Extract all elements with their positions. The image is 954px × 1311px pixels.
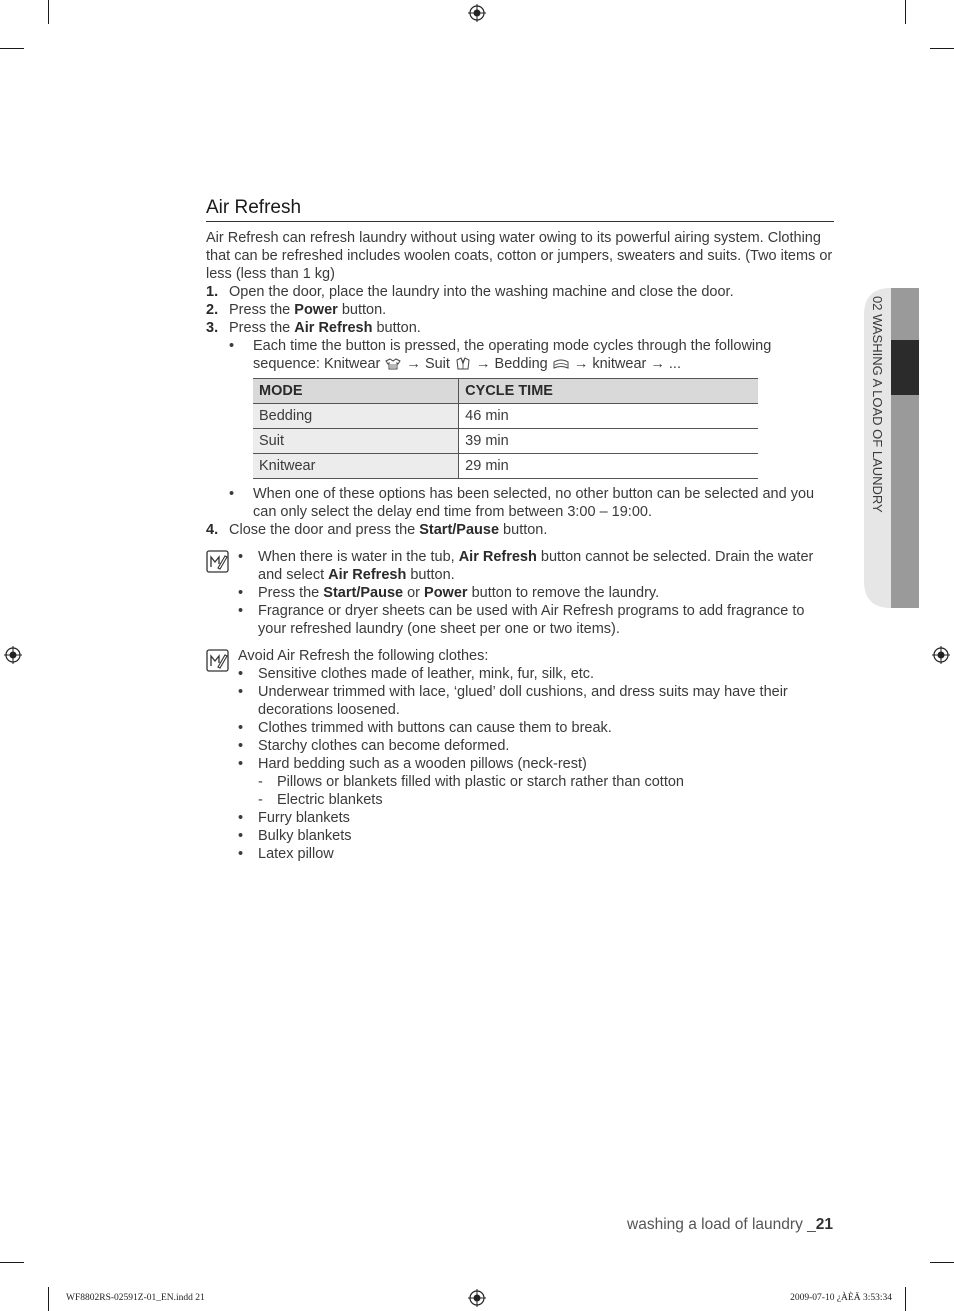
page-number: 21 bbox=[815, 1216, 833, 1233]
table-cell-mode: Bedding bbox=[253, 404, 459, 429]
crop-mark bbox=[0, 48, 24, 49]
bullet-text: Each time the button is pressed, the operating mode cycles through the following bbox=[253, 338, 772, 354]
sub-list-item bbox=[238, 773, 834, 791]
table-row bbox=[253, 429, 758, 454]
step-3-bullet-sequence bbox=[229, 337, 834, 373]
bullet: • bbox=[238, 810, 244, 826]
crop-mark bbox=[905, 1287, 906, 1311]
crop-mark bbox=[48, 0, 49, 24]
step-number: 1. bbox=[206, 284, 219, 300]
list-item-text: Underwear trimmed with lace, ‘glued’ doll cushions, and dress suits may have their decorations loosened. bbox=[258, 684, 788, 718]
table-cell-time: 29 min bbox=[459, 454, 758, 479]
table-header-row bbox=[253, 379, 758, 404]
bullet: • bbox=[229, 486, 235, 502]
note-text: Press the bbox=[258, 585, 324, 601]
note-block-2 bbox=[206, 647, 834, 863]
list-item bbox=[238, 719, 834, 737]
step-text: button. bbox=[499, 522, 548, 538]
list-item-text: Furry blankets bbox=[258, 810, 350, 826]
bullet-text: sequence: Knitwear bbox=[253, 356, 385, 372]
bullet: • bbox=[238, 756, 244, 772]
note-text: Fragrance or dryer sheets can be used with Air Refresh programs to add fragrance to your refreshed laundry (one sheet per one or two items). bbox=[258, 603, 805, 637]
table-cell-time: 39 min bbox=[459, 429, 758, 454]
note-1-item bbox=[238, 602, 834, 638]
table-header-cycle-time: CYCLE TIME bbox=[459, 379, 758, 404]
list-item bbox=[238, 845, 834, 863]
arrow: → bbox=[573, 356, 589, 372]
list-item bbox=[238, 683, 834, 719]
step-text: Open the door, place the laundry into the washing machine and close the door. bbox=[229, 284, 734, 300]
bedding-icon bbox=[552, 357, 570, 371]
list-item-text: Latex pillow bbox=[258, 846, 334, 862]
power-button-label: Power bbox=[294, 302, 338, 318]
list-item bbox=[238, 665, 834, 683]
note-text: button. bbox=[406, 567, 455, 583]
intro-paragraph: Air Refresh can refresh laundry without using water owing to its powerful airing system. Clothing that can be refreshed includes woolen coats, cotton or jumpers, sweaters and suits. (Two items or less (less than 1 kg) bbox=[206, 230, 833, 282]
bullet: • bbox=[238, 846, 244, 862]
air-refresh-button-label: Air Refresh bbox=[294, 320, 373, 336]
registration-mark-icon bbox=[468, 4, 486, 22]
crop-mark bbox=[48, 1287, 49, 1311]
print-slug-left: WF8802RS-02591Z-01_EN.indd 21 bbox=[66, 1293, 205, 1303]
list-item-text: Clothes trimmed with buttons can cause them to break. bbox=[258, 720, 612, 736]
crop-mark bbox=[930, 48, 954, 49]
step-text: Press the bbox=[229, 302, 295, 318]
arrow: → bbox=[650, 356, 665, 372]
sub-list-item bbox=[238, 791, 834, 809]
air-refresh-label: Air Refresh bbox=[458, 549, 537, 565]
suit-icon bbox=[454, 357, 472, 371]
note-pencil-icon bbox=[206, 550, 229, 573]
list-item-text: Starchy clothes can become deformed. bbox=[258, 738, 510, 754]
table-cell-mode: Suit bbox=[253, 429, 459, 454]
crop-mark bbox=[0, 1262, 24, 1263]
note-pencil-icon bbox=[206, 649, 229, 672]
bullet-text: Suit bbox=[420, 356, 454, 372]
step-text: Close the door and press the bbox=[229, 522, 420, 538]
bullet: • bbox=[238, 684, 244, 700]
table-row bbox=[253, 454, 758, 479]
note-1-item bbox=[238, 548, 834, 584]
list-item-text: Sensitive clothes made of leather, mink, fur, silk, etc. bbox=[258, 666, 595, 682]
bullet: • bbox=[238, 603, 244, 619]
arrow: → bbox=[476, 356, 491, 372]
step-3-bullet-delay bbox=[229, 485, 834, 521]
bullet: • bbox=[238, 738, 244, 754]
step-text: button. bbox=[372, 320, 421, 336]
note-text: button cannot be selected. Drain the water and select bbox=[258, 549, 814, 583]
bullet-text: Bedding bbox=[490, 356, 552, 372]
list-item bbox=[238, 737, 834, 755]
step-2 bbox=[206, 301, 834, 319]
crop-mark bbox=[905, 0, 906, 24]
table-row bbox=[253, 404, 758, 429]
bullet: • bbox=[229, 338, 235, 354]
step-number: 4. bbox=[206, 522, 219, 538]
note-1-item bbox=[238, 584, 834, 602]
dash: - bbox=[258, 774, 263, 790]
page-footer bbox=[627, 1216, 833, 1234]
list-item-text: Bulky blankets bbox=[258, 828, 352, 844]
table-header-mode: MODE bbox=[253, 379, 459, 404]
step-text: button. bbox=[337, 302, 387, 318]
cycle-time-table bbox=[253, 378, 758, 479]
registration-mark-icon bbox=[4, 646, 22, 664]
section-title: Air Refresh bbox=[206, 196, 834, 222]
power-label: Power bbox=[424, 585, 468, 601]
bullet: • bbox=[238, 666, 244, 682]
list-item bbox=[238, 755, 834, 773]
dash: - bbox=[258, 792, 263, 808]
sub-list-item-text: Pillows or blankets filled with plastic or starch rather than cotton bbox=[277, 774, 684, 790]
note-block-1 bbox=[206, 548, 834, 638]
note-text: or bbox=[403, 585, 425, 601]
bullet-text: ... bbox=[664, 356, 681, 372]
note-text: button to remove the laundry. bbox=[467, 585, 660, 601]
bullet: • bbox=[238, 828, 244, 844]
step-number: 3. bbox=[206, 320, 219, 336]
list-item-text: Hard bedding such as a wooden pillows (neck-rest) bbox=[258, 756, 587, 772]
start-pause-button-label: Start/Pause bbox=[419, 522, 500, 538]
knitwear-icon bbox=[384, 357, 402, 371]
bullet: • bbox=[238, 585, 244, 601]
sub-list-item-text: Electric blankets bbox=[277, 792, 383, 808]
note-2-lead: Avoid Air Refresh the following clothes: bbox=[238, 648, 489, 664]
list-item bbox=[238, 827, 834, 845]
chapter-tab-label: 02 WASHING A LOAD OF LAUNDRY bbox=[870, 296, 885, 513]
list-item bbox=[238, 809, 834, 827]
registration-mark-icon bbox=[468, 1289, 486, 1307]
table-cell-mode: Knitwear bbox=[253, 454, 459, 479]
bullet-text: When one of these options has been selected, no other button can be selected and you can only select the delay end time from between 3:00 – 19:00. bbox=[253, 486, 815, 520]
step-1 bbox=[206, 283, 834, 301]
bullet: • bbox=[238, 549, 244, 565]
table-cell-time: 46 min bbox=[459, 404, 758, 429]
arrow: → bbox=[406, 356, 421, 372]
step-3 bbox=[206, 319, 834, 337]
bullet-text: knitwear bbox=[588, 356, 651, 372]
note-text: When there is water in the tub, bbox=[258, 549, 459, 565]
main-content bbox=[206, 196, 834, 863]
step-text: Press the bbox=[229, 320, 295, 336]
bullet: • bbox=[238, 720, 244, 736]
crop-mark bbox=[930, 1262, 954, 1263]
air-refresh-label: Air Refresh bbox=[328, 567, 407, 583]
start-pause-label: Start/Pause bbox=[323, 585, 404, 601]
chapter-side-tab bbox=[864, 288, 919, 608]
footer-text: washing a load of laundry _ bbox=[627, 1216, 816, 1233]
print-slug-right: 2009-07-10 ¿ÀÈÄ 3:53:34 bbox=[790, 1293, 892, 1303]
step-4 bbox=[206, 521, 834, 539]
registration-mark-icon bbox=[932, 646, 950, 664]
step-number: 2. bbox=[206, 302, 219, 318]
